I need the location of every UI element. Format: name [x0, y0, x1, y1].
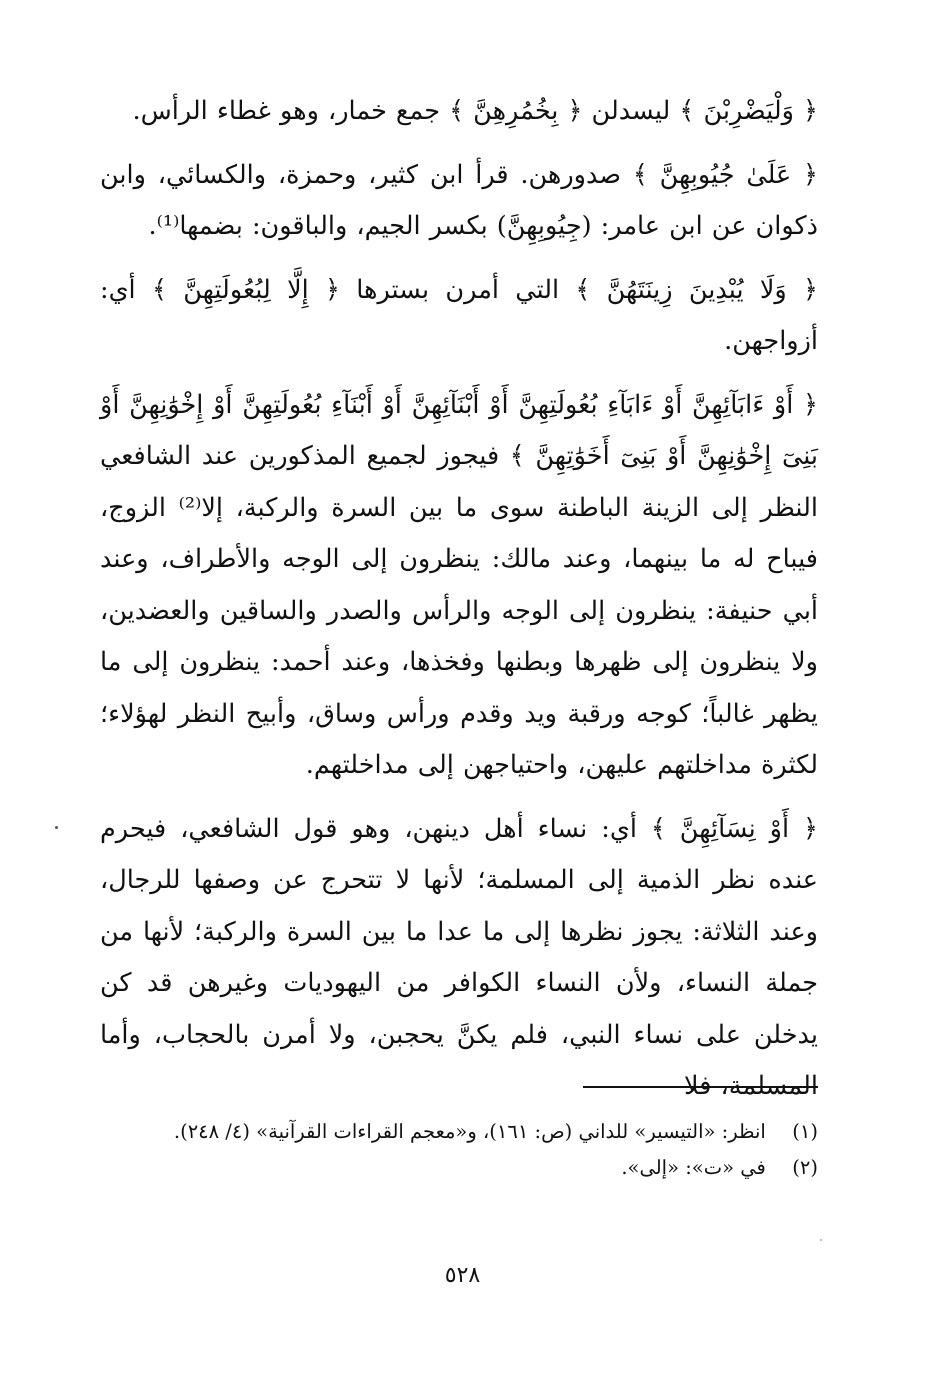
footnote-number: (١): [792, 1120, 818, 1143]
footnote-number: (٢): [792, 1156, 818, 1179]
paragraph: ﴿ أَوْ ءَابَآئِهِنَّ أَوْ ءَابَآءِ بُعُولَتِهِنَّ أَوْ أَبْنَآئِهِنَّ أَوْ أَبْنَآءِ بُعُولَتِهِنَّ أَوْ إِخْوَٰنِهِنَّ أَوْ بَنِىٓ إِخْوَٰنِهِنَّ أَوْ بَنِىٓ أَخَوَٰتِهِنَّ ﴾ فيجوز لجميع المذكورين عند الشافعي النظر إلى الزينة الباطنة سوى ما بين السرة والركبة، إلا⁽²⁾ الزوج، فيباح له ما بينهما، وعند مالك: ينظرون إلى الوجه والأطراف، وعند أبي حنيفة: ينظرون إلى الوجه والرأس والصدر والساقين والعضدين، ولا ينظرون إلى ظهرها وبطنها وفخذها، وعند أحمد: ينظرون إلى ما يظهر غالباً؛ كوجه ورقبة ويد وقدم ورأس وساق، وأبيح النظر لهؤلاء؛ لكثرة مداخلتهم عليهن، واحتياجهن إلى مداخلتهم.: [100, 389, 818, 780]
footnote-text: في «ت»: «إلى».: [621, 1156, 766, 1179]
footnotes: [100, 1086, 818, 1186]
footnote: [100, 1114, 818, 1150]
paragraph: ﴿ وَلْيَضْرِبْنَ ﴾ ليسدلن ﴿ بِخُمُرِهِنَّ ﴾ جمع خمار، وهو غطاء الرأس.: [132, 96, 818, 126]
paragraph: ﴿ عَلَىٰ جُيُوبِهِنَّ ﴾ صدورهن. قرأ ابن كثير، وحمزة، والكسائي، وابن ذكوان عن ابن عامر: (جِيُوبِهِنَّ) بكسر الجيم، والباقون: بضمها⁽¹⁾.: [100, 159, 818, 241]
main-text: [100, 86, 818, 1125]
page-number: ٥٢٨: [444, 1263, 481, 1288]
footnote: [100, 1150, 818, 1186]
footnote-text: انظر: «التيسير» للداني (ص: ١٦١)، و«معجم القراءات القرآنية» (٤/ ٢٤٨).: [173, 1120, 766, 1143]
scan-speck: [820, 1239, 822, 1241]
footnote-divider: [583, 1086, 818, 1088]
paragraph: ﴿ وَلَا يُبْدِينَ زِينَتَهُنَّ ﴾ التي أمرن بسترها ﴿ إِلَّا لِبُعُولَتِهِنَّ ﴾ أي: أزواجهن.: [100, 274, 818, 356]
scan-speck: [55, 826, 58, 829]
paragraph: ﴿ أَوْ نِسَآئِهِنَّ ﴾ أي: نساء أهل دينهن، وهو قول الشافعي، فيحرم عنده نظر الذمية إلى المسلمة؛ لأنها لا تتحرج عن وصفها للرجال، وعند الثلاثة: يجوز نظرها إلى ما عدا ما بين السرة والركبة؛ لأنها من جملة النساء، ولأن النساء الكوافر من اليهوديات وغيرهن قد كن يدخلن على نساء النبي، فلم يكنَّ يحجبن، ولا أمرن بالحجاب، وأما المسلمة، فلا: [100, 813, 818, 1101]
